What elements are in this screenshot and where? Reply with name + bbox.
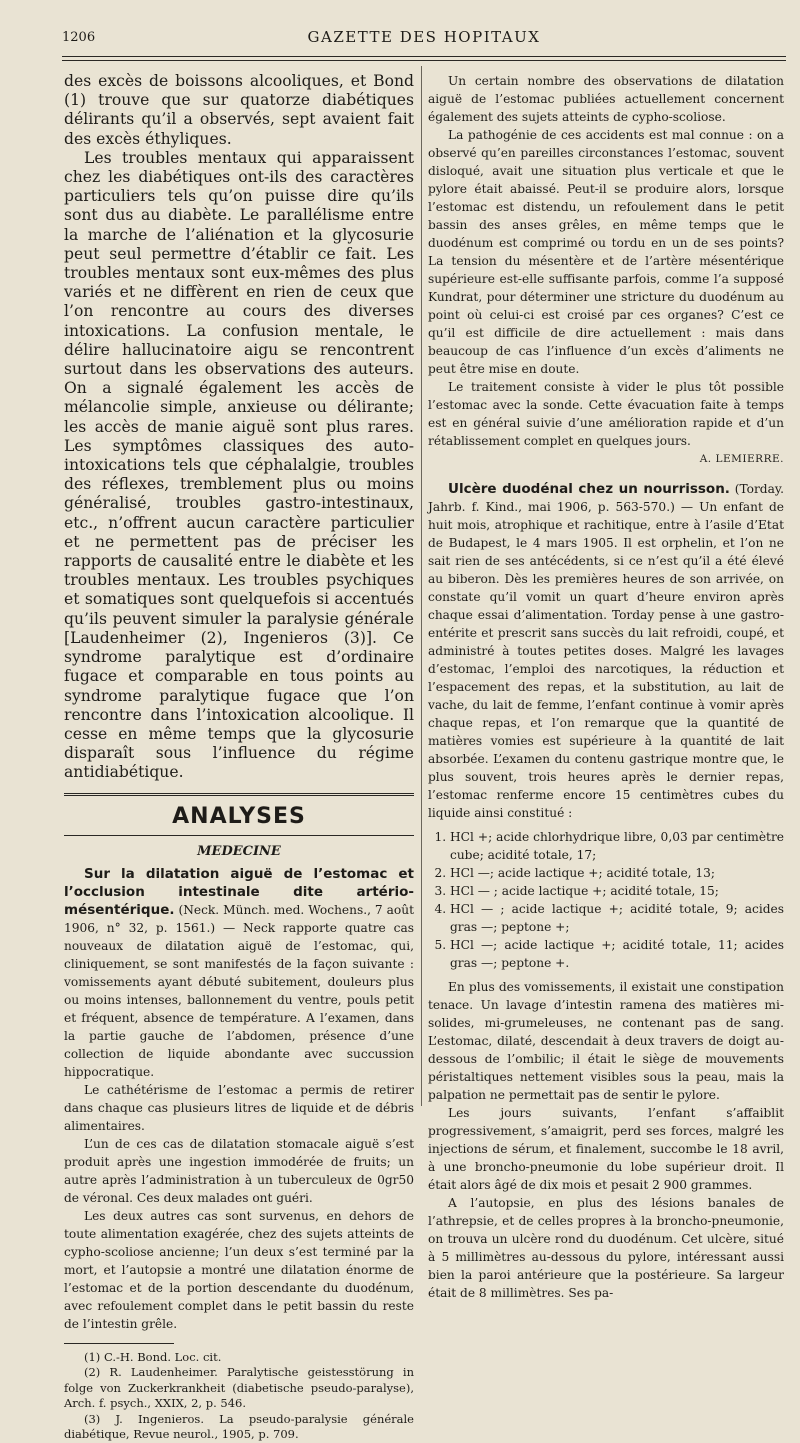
author-signature: A. LEMIERRE.: [699, 453, 784, 465]
paragraph: A l’autopsie, en plus des lésions banales de l’athrepsie, et de celles propres à la broncho-pneumonie, on trouva un ulcère rond du duodénum. Cet ulcère, situé à 5 millimètres au-dessous du pylore, intéressant aussi bien la paroi antérieure que la postérieure. Sa largeur était de 8 millimètres. Ses pa-: [428, 1196, 784, 1300]
paragraph: Le cathétérisme de l’estomac a permis de retirer dans chaque cas plusieurs litres de liquide et de débris alimentaires.: [64, 1082, 414, 1133]
page-number: 1206: [62, 30, 96, 45]
page-header: [62, 30, 786, 54]
paragraph: des excès de boissons alcooliques, et Bond (1) trouve que sur quatorze diabétiques délirants qu’il a observés, sept avaient fait des excès éthyliques.: [64, 72, 414, 148]
list-item: 2. HCl —; acide lactique +; acidité totale, 13;: [450, 864, 784, 882]
subsection-heading: MEDECINE: [197, 843, 281, 859]
section-heading: ANALYSES: [172, 803, 306, 829]
footnote: (3) J. Ingenieros. La pseudo-paralysie générale diabétique, Revue neurol., 1905, p. 709.: [64, 1411, 414, 1442]
section-rule: [64, 793, 414, 796]
paragraph: La pathogénie de ces accidents est mal connue : on a observé qu’en pareilles circonstances l’estomac, souvent disloqué, avait une situation plus verticale et que le pylore était abaissé. Peut-il se produire alors, lorsque l’estomac est distendu, un refoulement dans le petit bassin des anses grêles, en même temps que le duodénum est comprimé ou tordu en un de ses points? La tension du mésentère et de l’artère mésentérique supérieure est-elle suffisante parfois, comme l’a supposé Kundrat, pour déterminer une stricture du duodénum au point où celui-ci est croisé par ces organes? C’est ce qu’il est difficile de dire actuellement : mais dans beaucoup de cas l’influence d’un excès d’aliments ne peut être mise en doute.: [428, 128, 784, 376]
list-item: 5. HCl —; acide lactique +; acidité totale, 11; acides gras —; peptone +.: [450, 936, 784, 972]
paragraph: Le traitement consiste à vider le plus tôt possible l’estomac avec la sonde. Cette évacuation faite à temps est en général suivie d’une amélioration rapide et d’un rétablissement complet en quelques jours.: [428, 380, 784, 448]
list-item: 3. HCl — ; acide lactique +; acidité totale, 15;: [450, 882, 784, 900]
column-divider: [421, 66, 422, 1106]
running-title: GAZETTE DES HOPITAUX: [307, 28, 541, 46]
footnote: (1) C.-H. Bond. Loc. cit.: [84, 1349, 222, 1364]
footnote: (2) R. Laudenheimer. Paralytische geistesstörung in folge von Zuckerkrankheit (diabetische pseudo-paralyse), Arch. f. psych., XXIX, 2, p. 546.: [64, 1365, 414, 1411]
paragraph: L’un de ces cas de dilatation stomacale aiguë s’est produit après une ingestion immodérée de fruits; un autre après l’administration à un tuberculeux de 0gr50 de véronal. Ces deux malades ont guéri.: [64, 1136, 414, 1205]
footnote-rule: [64, 1343, 174, 1344]
article-paragraph: [64, 865, 414, 1081]
paragraph: Les troubles mentaux qui apparaissent chez les diabétiques ont-ils des caractères particuliers tels qu’on puisse dire qu’ils sont dus au diabète. Le parallélisme entre la marche de l’aliénation et la glycosurie peut seul permettre d’établir ce fait. Les troubles mentaux sont eux-mêmes des plus variés et ne diffèrent en rien de ceux que l’on rencontre au cours des diverses intoxications. La confusion mentale, le délire hallucinatoire aigu se rencontrent surtout dans les observations des auteurs. On a signalé également les accès de mélancolie simple, anxieuse ou délirante; les accès de manie aiguë sont plus rares. Les symptômes classiques des auto-intoxications tels que céphalalgie, troubles des réflexes, tremblement plus ou moins généralisé, troubles gastro-intestinaux, etc., n’offrent aucun caractère particulier et ne permettent pas de préciser les rapports de causalité entre le diabète et les troubles mentaux. Les troubles psychiques et somatiques sont quelquefois si accentués qu’ils peuvent simuler la paralysie générale [Laudenheimer (2), Ingenieros (3)]. Ce syndrome paralytique est d’ordinaire fugace et comparable en tous points au syndrome paralytique fugace que l’on rencontre dans l’intoxication alcoolique. Il cesse en même temps que la glycosurie disparaît sous l’influence du régime antidiabétique.: [64, 148, 414, 782]
article-reference: (Neck. Münch. med. Wochens., 7 août 1906, n° 32, p. 1561.) — Neck rapporte quatre cas nouveaux de dilatation aiguë de l’estomac, qui, cliniquement, se sont manifestés de la façon suivante : vomissements ayant débuté subitement, douleurs plus ou moins intenses, ballonnement du ventre, pouls petit et fréquent, absence de température. A l’examen, dans la partie gauche de l’abdomen, présence d’une collection de liquide abondante avec succussion hippocratique.: [64, 902, 414, 1079]
section-rule-bottom: [64, 835, 414, 836]
article-title: Ulcère duodénal chez un nourrisson.: [448, 481, 730, 497]
header-rule-2: [62, 60, 786, 61]
article-paragraph: [428, 480, 784, 822]
paragraph: Les deux autres cas sont survenus, en dehors de toute alimentation exagérée, chez des sujets atteints de cypho-scoliose ancienne; l’un deux s’est terminé par la mort, et l’autopsie a montré une dilatation énorme de l’estomac et de la portion descendante du duodénum, avec refoulement complet dans le petit bassin du reste de l’intestin grêle.: [64, 1208, 414, 1331]
list-item: 4. HCl — ; acide lactique +; acidité totale, 9; acides gras —; peptone +;: [450, 900, 784, 936]
paragraph: Les jours suivants, l’enfant s’affaiblit progressivement, s’amaigrit, perd ses forces, malgré les injections de sérum, et finalement, succombe le 18 avril, à une broncho-pneumonie du lobe supérieur droit. Il était alors âgé de dix mois et pesait 2 900 grammes.: [428, 1106, 784, 1192]
paragraph: En plus des vomissements, il existait une constipation tenace. Un lavage d’intestin ramena des matières mi-solides, mi-grumeleuses, ne contenant pas de sang. L’estomac, dilaté, descendait à deux travers de doigt au-dessous de l’ombilic; il était le siège de mouvements péristaltiques nettement visibles sous la peau, mais la palpation ne permettait pas de sentir le pylore.: [428, 980, 784, 1102]
analysis-list: [428, 828, 784, 972]
left-column: [64, 72, 414, 1443]
list-item: 1. HCl +; acide chlorhydrique libre, 0,03 par centimètre cube; acidité totale, 17;: [450, 828, 784, 864]
right-column: [428, 72, 784, 1302]
paragraph: Un certain nombre des observations de dilatation aiguë de l’estomac publiées actuellement concernent également des sujets atteints de cypho-scoliose.: [428, 74, 784, 124]
header-rule: [62, 56, 786, 57]
article-title: Sur la dilatation aiguë de l’estomac et l’occlusion intestinale dite artério-mésentérique.: [64, 865, 414, 918]
article-reference: (Torday. Jahrb. f. Kind., mai 1906, p. 563-570.) — Un enfant de huit mois, atrophique et rachitique, entre à l’asile d’Etat de Budapest, le 4 mars 1905. Il est orphelin, et l’on ne sait rien de ses antécédents, si ce n’est qu’il a été élevé au biberon. Dès les premières heures de son arrivée, on constate qu’il vomit un quart d’heure environ après chaque essai d’alimentation. Torday pense à une gastro-entérite et prescrit sans succès du lait refroidi, coupé, et administré à toutes petites doses. Malgré les lavages d’estomac, l’emploi des narcotiques, la réduction et l’espacement des repas, et la substitution, au lait de vache, du lait de femme, l’enfant continue à vomir après chaque repas, et l’on remarque que la quantité de matières vomies est supérieure à la quantité de lait absorbée. L’examen du contenu gastrique montre que, le plus souvent, trois heures après le dernier repas, l’estomac renferme encore 15 centimètres cubes du liquide ainsi constitué :: [428, 482, 785, 820]
